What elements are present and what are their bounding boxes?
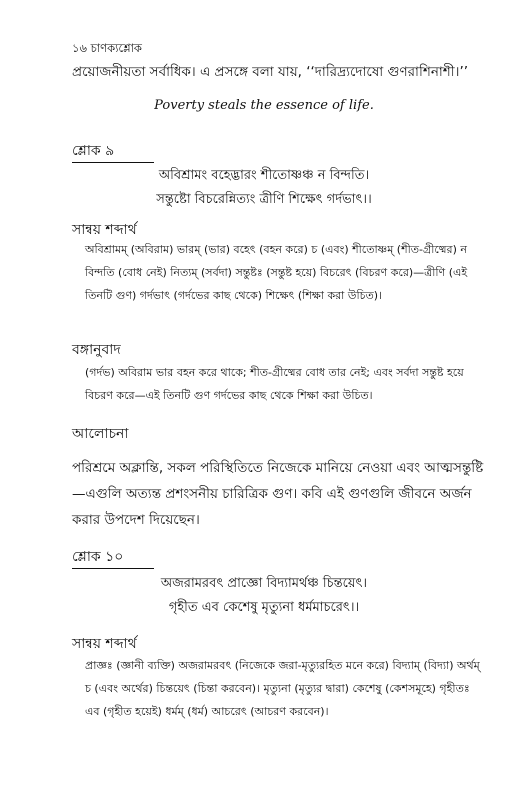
sloka-10-verse [0,572,528,620]
sloka-9-verse [0,164,528,212]
sloka-9-alochona-title: আলোচনা [72,426,129,442]
sloka-9-title: শ্লোক ৯ [72,143,115,159]
sloka-9-alochona-text: পরিশ্রমে অক্লান্তি, সকল পরিস্থিতিতে নিজেকে মানিয়ে নেওয়া এবং আত্মসন্তুষ্টি—এগুলি অত্যন্ত প্রশংসনীয় চারিত্রিক গুণ। কবি এই গুণগুলি জীবনে অর্জন করার উপদেশ দিয়েছেন। [72,460,484,528]
english-quote: Poverty steals the essence of life. [154,98,374,113]
verse-line: গৃহীত এব কেশেষু মৃত্যুনা ধর্মমাচরেৎ।। [168,600,360,615]
sloka-9-underline [72,162,154,163]
verse-line: অবিশ্রামং বহেদ্ভারং শীতোষ্ণঞ্চ ন বিন্দতি। [158,168,370,183]
sloka-9-bangla-text: (গর্দভ) অবিরাম ভার বহন করে থাকে; শীত-গ্রীষ্মের বোধ তার নেই; এবং সর্বদা সন্তুষ্ট হয়ে বিচরণ করে—এই তিনটি গুণ গর্দভের কাছ থেকে শিক্ষা করা উচিত। [85,366,464,402]
verse-line: সন্তুষ্টো বিচরেন্নিত্যং ত্রীণি শিক্ষেৎ গর্দভাৎ।। [156,192,372,207]
sloka-9-anvay-title: সান্বয় শব্দার্থ [72,222,137,238]
sloka-9-anvay-text: অবিশ্রামম্‌ (অবিরাম) ভারম্‌ (ভার) বহেৎ (বহন করে) চ (এবং) শীতোষ্ণম্‌ (শীত-গ্রীষ্মের) ন বিন্দতি (বোধ নেই) নিত্যম্‌ (সর্বদা) সন্তুষ্টঃ (সন্তুষ্ট হয়ে) বিচরেৎ (বিচরণ করে)—ত্রীণি (এই তিনটি গুণ) গর্দভাৎ (গর্দভের কাছ থেকে) শিক্ষেৎ (শিক্ষা করা উচিত)। [85,243,468,302]
sloka-10-anvay-text: প্রাজ্ঞঃ (জ্ঞানী ব্যক্তি) অজরামরবৎ (নিজেকে জরা-মৃত্যুরহিত মনে করে) বিদ্যাম্‌ (বিদ্যা) অর্থম্‌ চ (এবং অর্থের) চিন্তয়েৎ (চিন্তা করবেন)। মৃত্যুনা (মৃত্যুর দ্বারা) কেশেষু (কেশসমূহে) গৃহীতঃ এব (গৃহীত হয়েই) ধর্মম্‌ (ধর্ম) আচরেৎ (আচরণ করবেন)। [85,659,480,718]
verse-line: অজরামরবৎ প্রাজ্ঞো বিদ্যামর্থঞ্চ চিন্তয়েৎ। [160,576,368,591]
sloka-10-anvay-title: সান্বয় শব্দার্থ [72,636,137,652]
page-header: ১৬ চাণক্যশ্লোক [72,41,142,55]
intro-paragraph: প্রয়োজনীয়তা সর্বাধিক। এ প্রসঙ্গে বলা যায়, ‘‘দারিদ্র্যদোষো গুণরাশিনাশী।’’ [72,64,469,80]
sloka-10-underline [72,568,154,569]
sloka-9-bangla-title: বঙ্গানুবাদ [72,342,121,358]
sloka-10-title: শ্লোক ১০ [72,549,124,565]
